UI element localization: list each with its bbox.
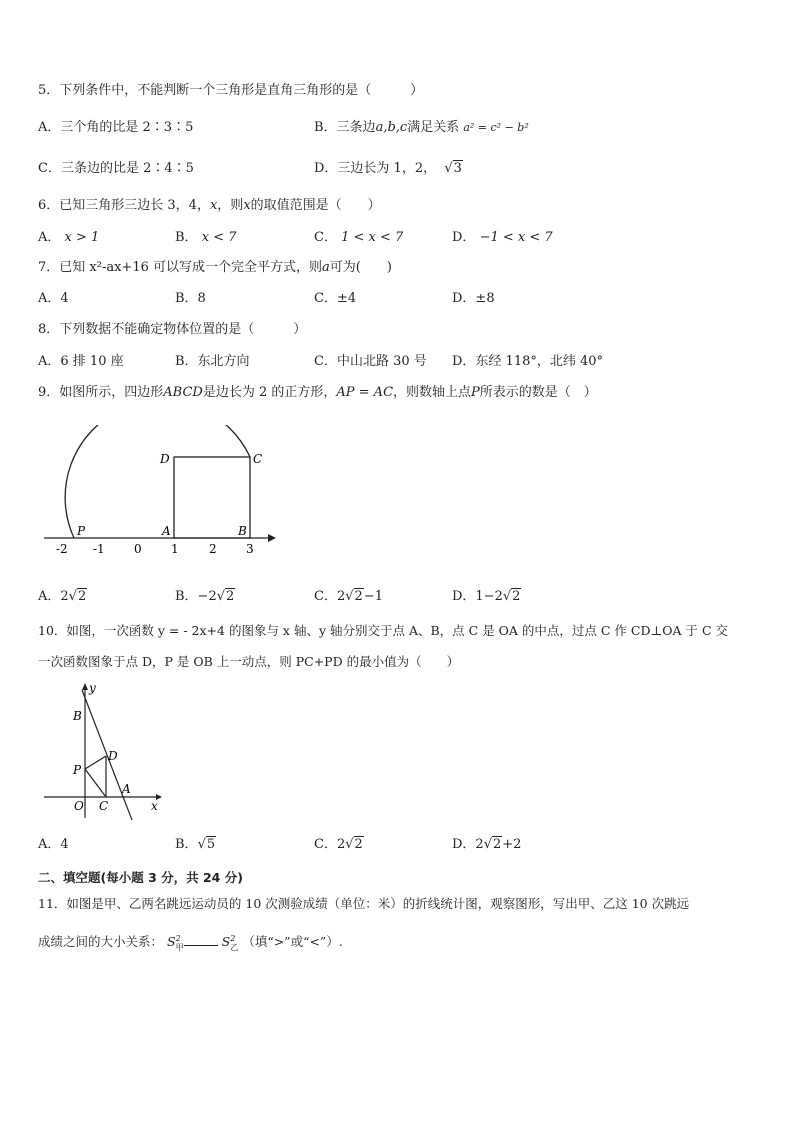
q10-option-c-label: C．2	[314, 837, 346, 852]
label-c: C	[253, 452, 263, 466]
q7-option-a: A．4	[38, 291, 69, 306]
q7-stem-a: 7．已知 x²-ax+16 可以写成一个完全平方式，则	[38, 260, 322, 275]
label-a: A	[122, 782, 131, 796]
q10-stem-line2: 一次函数图象于点 D，P 是 OB 上一动点，则 PC+PD 的最小值为（ ）	[38, 654, 460, 669]
q9-figure	[40, 425, 280, 560]
q7-option-c: C．±4	[314, 291, 357, 306]
sqrt-symbol: √2	[483, 837, 502, 852]
q9-option-c-suffix: −1	[363, 589, 383, 604]
segment-pd	[85, 756, 106, 769]
q7-stem-b: 可为( )	[329, 260, 392, 275]
sqrt-symbol: √2	[216, 589, 235, 604]
label-o: O	[74, 799, 84, 813]
tick-label: 2	[209, 542, 217, 556]
sqrt-symbol: √2	[502, 589, 521, 604]
sqrt-symbol: √2	[345, 589, 363, 604]
s-yi-symbol: S	[221, 934, 231, 950]
arrow-icon	[268, 534, 276, 542]
sqrt-symbol: √5	[197, 837, 216, 852]
q6-stem	[38, 197, 381, 215]
q10-option-b-label: B．	[175, 837, 198, 852]
s-yi-sub: 乙	[230, 942, 239, 952]
q9-option-c	[314, 588, 383, 606]
q9-equation: AP = AC	[336, 385, 394, 400]
q9-point-p: P	[471, 385, 480, 400]
q7-option-b: B．8	[175, 291, 206, 306]
label-p: P	[77, 524, 86, 538]
q9-option-a	[38, 588, 87, 606]
q9-square-name: ABCD	[163, 385, 203, 400]
q10-option-b	[175, 836, 216, 854]
q6-var-x: x	[209, 198, 218, 213]
q6-stem-a: 6．已知三角形三边长 3，4，	[38, 198, 210, 213]
q7-option-d: D．±8	[452, 291, 495, 306]
tick-label: 0	[134, 542, 142, 556]
label-d: D	[108, 749, 118, 763]
q11-stem-line1: 11．如图是甲、乙两名跳远运动员的 10 次测验成绩（单位：米）的折线统计图，观察图形，写出甲、乙这 10 次跳远	[38, 896, 690, 911]
q8-option-c: C．中山北路 30 号	[314, 354, 427, 369]
q10-option-c-root: 2	[354, 837, 363, 852]
q5-option-b-vars: a,b,c	[375, 120, 408, 135]
s-jia-symbol: S	[167, 934, 176, 950]
q8-option-b: B．东北方向	[175, 354, 250, 369]
segment-pc	[85, 769, 106, 797]
q5-option-b-label: B．三条边	[314, 120, 376, 135]
q8-option-d: D．东经 118°，北纬 40°	[452, 354, 604, 369]
s-yi-sup: 2	[230, 934, 236, 943]
q9-option-d-label: D．1−2	[452, 589, 503, 604]
arrow-icon	[82, 683, 88, 690]
label-b: B	[238, 524, 247, 538]
tick-label: 1	[171, 542, 179, 556]
q9-option-c-root: 2	[354, 589, 363, 604]
q6-option-b	[175, 229, 236, 247]
q7-stem	[38, 259, 392, 277]
q6-option-b-expr: x < 7	[201, 230, 237, 245]
q6-option-a-label: A．	[38, 230, 61, 245]
q10-option-d	[452, 836, 521, 854]
q9-option-a-root: 2	[77, 589, 87, 604]
q6-option-d-label: D．	[452, 230, 476, 245]
q6-option-d-expr: −1 < x < 7	[479, 230, 553, 245]
q10-figure	[40, 680, 170, 820]
label-a: A	[162, 524, 171, 538]
q9-option-d-root: 2	[512, 589, 521, 604]
q10-option-d-label: D．2	[452, 837, 484, 852]
sqrt-symbol: √3	[444, 161, 462, 176]
q9-option-d	[452, 588, 521, 606]
q5-option-b-equation: a² = c² − b²	[463, 121, 529, 134]
q9-option-a-label: A．2	[38, 589, 69, 604]
tick-label: 3	[246, 542, 254, 556]
q6-option-b-label: B．	[175, 230, 198, 245]
sqrt-symbol: √2	[68, 589, 87, 604]
label-x: x	[151, 799, 158, 813]
q11-stem-line2-a: 成绩之间的大小关系：	[38, 934, 164, 950]
q5-option-d-label: D．三边长为 1，2，	[314, 161, 437, 176]
sqrt-symbol: √2	[345, 837, 363, 852]
q8-option-a: A．6 排 10 座	[38, 354, 124, 369]
q6-stem-b: ，则	[217, 198, 244, 213]
label-c: C	[99, 799, 109, 813]
tick-label: -2	[56, 542, 68, 556]
s-jia-sub: 甲	[175, 942, 184, 952]
q6-option-a	[38, 229, 99, 247]
q6-stem-c: 的取值范围是（ ）	[250, 198, 381, 213]
answer-blank[interactable]	[184, 933, 218, 946]
q11-stem-line2	[38, 930, 343, 957]
s-yi	[221, 934, 239, 952]
q9-option-b	[175, 588, 235, 606]
q9-stem-c: ，则数轴上点	[393, 385, 472, 400]
q9-stem-b: 是边长为 2 的正方形，	[202, 385, 337, 400]
arc	[65, 425, 250, 538]
s-jia	[167, 934, 184, 952]
q10-option-b-root: 5	[206, 837, 216, 852]
q9-stem-d: 所表示的数是（ ）	[479, 385, 597, 400]
label-b: B	[73, 709, 82, 723]
q9-stem-a: 9．如图所示，四边形	[38, 385, 164, 400]
q9-option-c-label: C．2	[314, 589, 346, 604]
q9-stem	[38, 384, 597, 402]
q6-option-d	[452, 229, 553, 247]
q7-var-a: a	[322, 260, 330, 275]
q5-option-b	[314, 119, 529, 137]
q10-option-d-root: 2	[493, 837, 502, 852]
q10-option-c	[314, 836, 364, 854]
label-y: y	[89, 681, 96, 695]
q10-option-d-suffix: +2	[502, 837, 522, 852]
q5-stem: 5．下列条件中，不能判断一个三角形是直角三角形的是（ ）	[38, 83, 424, 98]
q6-option-c-expr: 1 < x < 7	[341, 230, 404, 245]
q10-option-a: A．4	[38, 837, 69, 852]
section-title: 二、填空题(每小题 3 分，共 24 分)	[38, 870, 243, 885]
q5-option-a: A．三个角的比是 2∶3∶5	[38, 120, 194, 135]
q5-option-d	[314, 160, 463, 178]
q5-option-d-root: 3	[453, 161, 462, 176]
tick-label: -1	[93, 542, 105, 556]
label-d: D	[160, 452, 170, 466]
q5-option-b-mid: 满足关系	[407, 120, 460, 135]
q6-option-a-expr: x > 1	[64, 230, 100, 245]
q8-stem: 8．下列数据不能确定物体位置的是（ ）	[38, 322, 307, 337]
q10-stem-line1: 10．如图，一次函数 y = - 2x+4 的图象与 x 轴、y 轴分别交于点 A、B，点 C 是 OA 的中点，过点 C 作 CD⊥OA 于 C 交	[38, 623, 728, 638]
s-jia-sup: 2	[175, 934, 181, 943]
q9-option-b-root: 2	[226, 589, 235, 604]
q11-stem-line2-b: （填“>”或“<”）.	[242, 934, 343, 950]
q9-option-b-label: B．−2	[175, 589, 217, 604]
q6-option-c	[314, 229, 403, 247]
q6-var-x: x	[243, 198, 251, 213]
q6-option-c-label: C．	[314, 230, 337, 245]
q5-option-c: C．三条边的比是 2∶4∶5	[38, 161, 194, 176]
label-p: P	[73, 763, 82, 777]
